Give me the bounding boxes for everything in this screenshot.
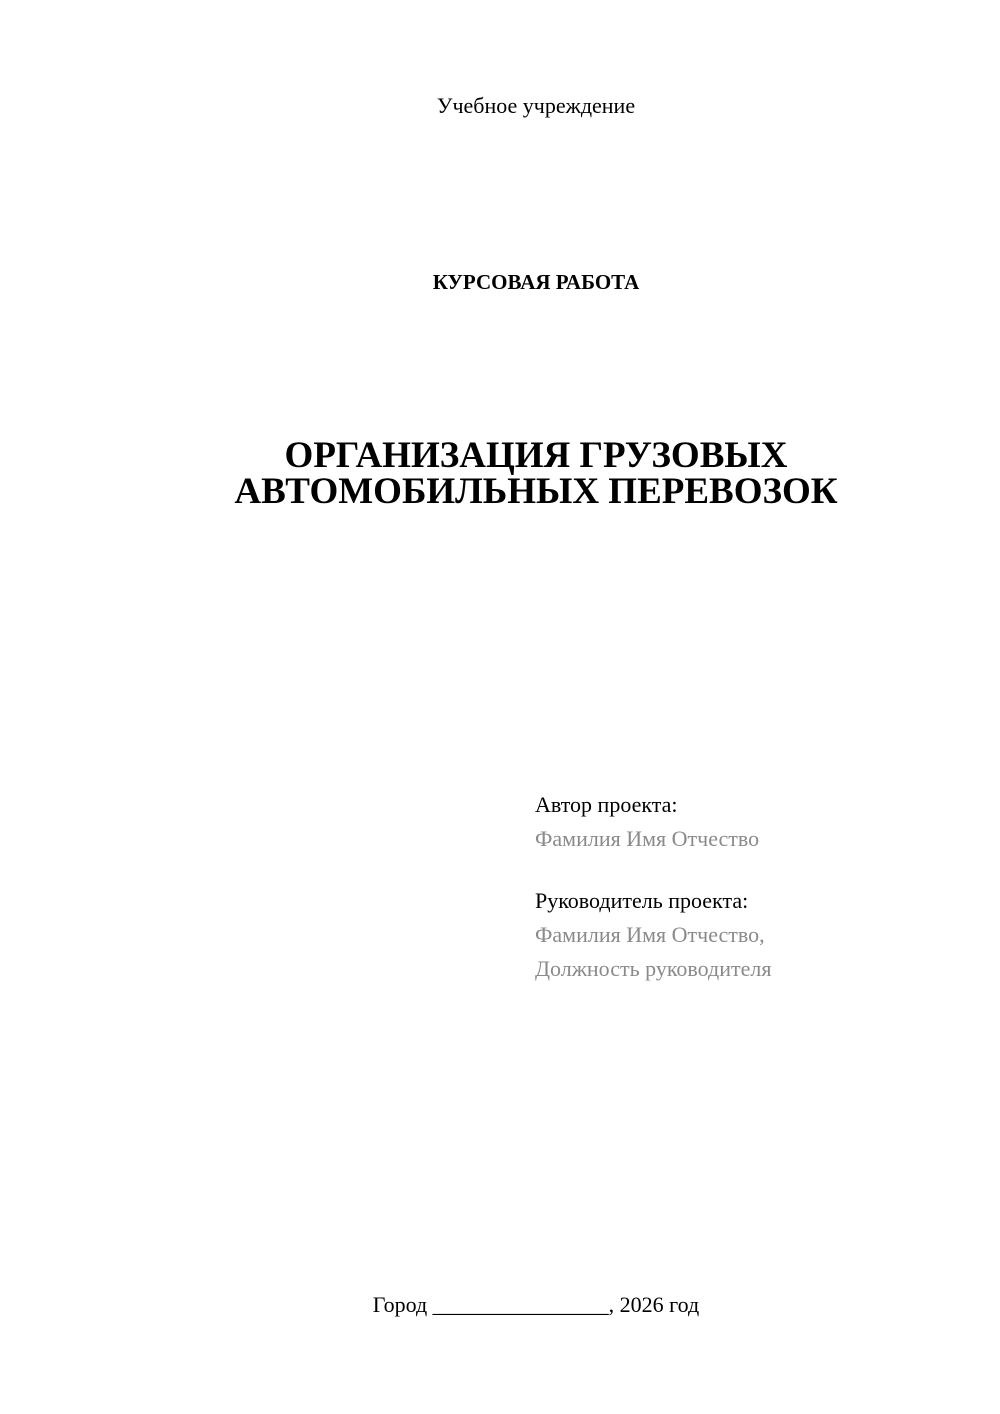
document-title — [0, 435, 1000, 512]
city-blank-line: ________________ — [432, 1292, 609, 1317]
work-type-heading: КУРСОВАЯ РАБОТА — [432, 270, 640, 294]
supervisor-label: Руководитель проекта: — [535, 888, 749, 913]
supervisor-position: Должность руководителя — [535, 956, 772, 981]
document-title-line-1: ОРГАНИЗАЦИЯ ГРУЗОВЫХ — [284, 435, 788, 476]
city-year-line — [0, 1290, 1000, 1320]
year-text: , 2026 год — [608, 1292, 700, 1317]
project-people-block — [535, 788, 975, 986]
author-name: Фамилия Имя Отчество — [535, 826, 760, 851]
spacer — [535, 856, 975, 884]
institution-name: Учебное учреждение — [436, 93, 636, 118]
document-title-line-2: АВТОМОБИЛЬНЫХ ПЕРЕВОЗОК — [234, 471, 838, 512]
author-label: Автор проекта: — [535, 792, 678, 817]
supervisor-name: Фамилия Имя Отчество, — [535, 922, 765, 947]
city-label: Город — [372, 1292, 428, 1317]
